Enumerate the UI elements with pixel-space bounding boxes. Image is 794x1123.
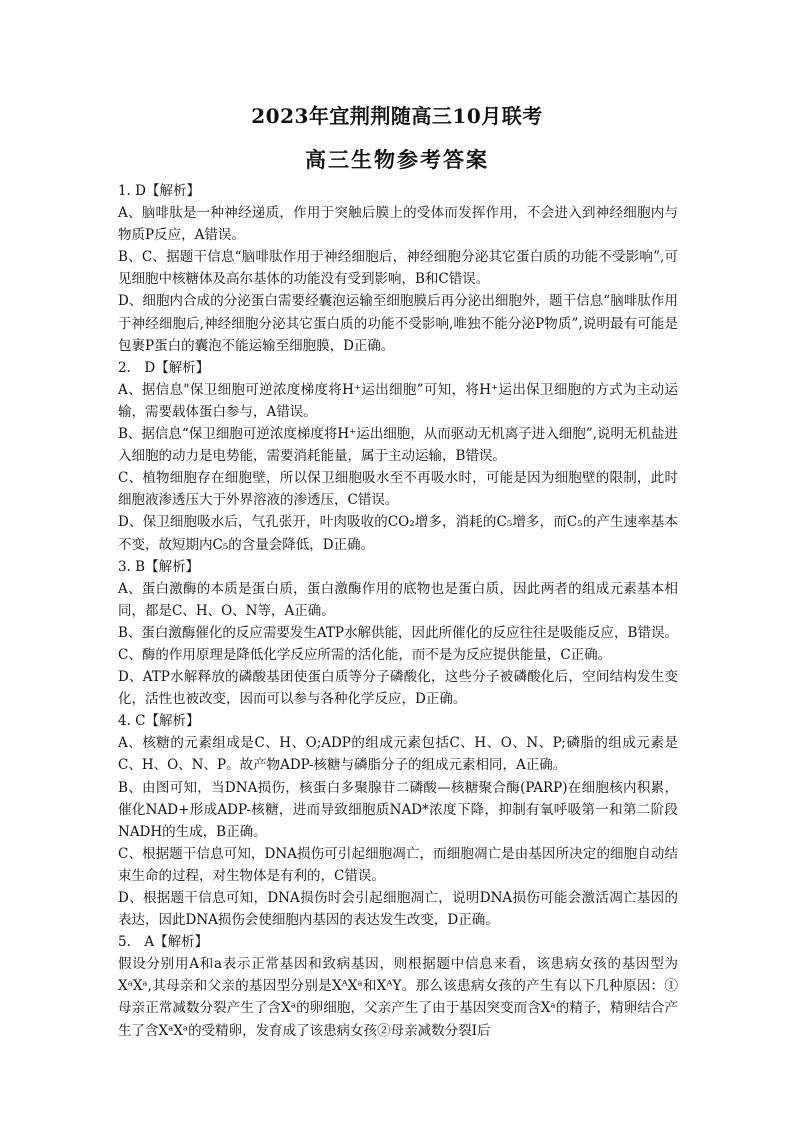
question-3-paragraph: D、ATP水解释放的磷酸基团使蛋白质等分子磷酸化，这些分子被磷酸化后，空间结构发生变化，活性也被改变，因而可以参与各种化学反应，D正确。 [118,669,678,708]
question-4-heading: 4. C【解析】 [118,713,200,730]
question-1-paragraph: A、脑啡肽是一种神经递质，作用于突触后膜上的受体而发挥作用，不会进入到神经细胞内与物质P反应，A错误。 [118,205,678,244]
question-2-paragraph: C、植物细胞存在细胞壁，所以保卫细胞吸水至不再吸水时，可能是因为细胞壁的限制，此时细胞液渗透压大于外界溶液的渗透压，C错误。 [118,470,678,509]
question-1-paragraph: D、细胞内合成的分泌蛋白需要经囊泡运输至细胞膜后再分泌出细胞外，题干信息“脑啡肽作用于神经细胞后,神经细胞分泌其它蛋白质的功能不受影响,唯独不能分泌P物质”,说明最有可能是包裹P蛋白的囊泡不能运输至细胞膜，D正确。 [118,293,678,354]
question-3-paragraph: B、蛋白激酶催化的反应需要发生ATP水解供能，因此所催化的反应往往是吸能反应，B错误。 [118,624,678,641]
question-4-paragraph: B、由图可知，当DNA损伤，核蛋白多聚腺苷二磷酸—核糖聚合酶(PARP)在细胞核内积累，催化NAD+形成ADP-核糖，进而导致细胞质NAD*浓度下降，抑制有氧呼吸第一和第二阶段NADH的生成，B正确。 [118,779,678,840]
question-3-heading: 3. B【解析】 [118,558,200,575]
question-3-paragraph: C、酶的作用原理是降低化学反应所需的活化能，而不是为反应提供能量，C正确。 [118,646,612,663]
page-title: 2023年宜荆荆随高三10月联考 [251,104,543,128]
question-5-heading: 5. A【解析】 [118,934,209,951]
question-2-paragraph: B、据信息“保卫细胞可逆浓度梯度将H⁺运出细胞，从而驱动无机离子进入细胞”,说明无机盐进入细胞的动力是电势能，需要消耗能量，属于主动运输，B错误。 [118,426,678,465]
page-subtitle: 高三生物参考答案 [305,147,489,172]
question-4-paragraph: A、核糖的元素组成是C、H、O;ADP的组成元素包括C、H、O、N、P;磷脂的组成元素是C、H、O、N、P。故产物ADP-核糖与磷脂分子的组成元素相同，A正确。 [118,735,678,774]
question-2-paragraph: D、保卫细胞吸水后，气孔张开，叶肉吸收的CO₂增多，消耗的C₅增多，而C₅的产生速率基本不变，故短期内C₅的含量会降低，D正确。 [118,514,678,553]
question-5-paragraph: 假设分别用A和a表示正常基因和致病基因，则根据题中信息来看，该患病女孩的基因型为XᵃXᵃ,其母亲和父亲的基因型分别是XᴬXᵃ和XᴬY。那么该患病女孩的产生有以下几种原因：①母亲正常减数分裂产生了含Xᵃ的卵细胞，父亲产生了由于基因突变而含Xᵃ的精子，精卵结合产生了含XᵃXᵃ的受精卵，发育成了该患病女孩②母亲减数分裂I后 [118,956,678,1039]
question-1-heading: 1. D【解析】 [118,183,200,199]
answer-content [118,180,678,1042]
question-2-paragraph: A、据信息"保卫细胞可逆浓度梯度将H⁺运出细胞”可知，将H⁺运出保卫细胞的方式为主动运输，需要载体蛋白参与，A错误。 [118,381,678,420]
question-4-paragraph: C、根据题干信息可知，DNA损伤可引起细胞凋亡，而细胞凋亡是由基因所决定的细胞自动结束生命的过程，对生物体是有利的，C错误。 [118,845,678,884]
question-2-heading: 2. D【解析】 [118,359,210,376]
question-3-paragraph: A、蛋白激酶的本质是蛋白质，蛋白激酶作用的底物也是蛋白质，因此两者的组成元素基本相同，都是C、H、O、N等，A正确。 [118,580,678,619]
question-1-paragraph: B、C、据题干信息“脑啡肽作用于神经细胞后，神经细胞分泌其它蛋白质的功能不受影响”,可见细胞中核糖体及高尔基体的功能没有受到影响，B和C错误。 [118,249,678,288]
question-4-paragraph: D、根据题干信息可知，DNA损伤时会引起细胞凋亡，说明DNA损伤可能会激活凋亡基因的表达，因此DNA损伤会使细胞内基因的表达发生改变，D正确。 [118,890,678,929]
